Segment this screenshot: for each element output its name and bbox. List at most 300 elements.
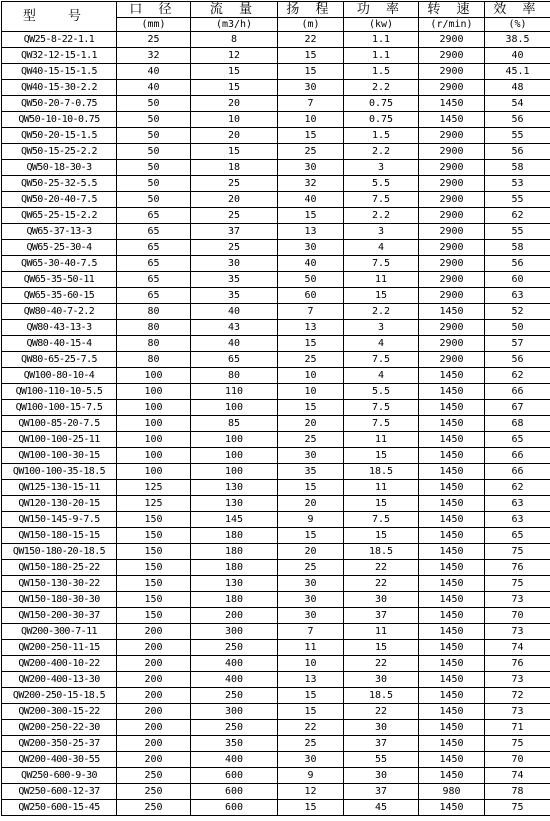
head-cell: 22 (278, 32, 344, 48)
model-cell: QW50-10-10-0.75 (2, 112, 117, 128)
model-cell: QW150-180-15-15 (2, 528, 117, 544)
power-cell: 2.2 (344, 80, 419, 96)
efficiency-cell: 66 (485, 384, 550, 400)
flow-cell: 100 (191, 400, 278, 416)
table-row (2, 320, 550, 336)
diameter-cell: 40 (117, 64, 191, 80)
flow-cell: 25 (191, 176, 278, 192)
power-cell: 3 (344, 320, 419, 336)
diameter-cell: 100 (117, 432, 191, 448)
table-row (2, 496, 550, 512)
table-row (2, 720, 550, 736)
model-cell: QW100-100-15-7.5 (2, 400, 117, 416)
model-cell: QW65-35-60-15 (2, 288, 117, 304)
efficiency-cell: 66 (485, 464, 550, 480)
diameter-cell: 50 (117, 160, 191, 176)
table-row (2, 640, 550, 656)
power-cell: 30 (344, 768, 419, 784)
speed-cell: 1450 (419, 464, 485, 480)
flow-cell: 180 (191, 544, 278, 560)
speed-cell: 1450 (419, 480, 485, 496)
flow-cell: 130 (191, 576, 278, 592)
efficiency-unit: (%) (485, 18, 550, 32)
power-cell: 11 (344, 432, 419, 448)
speed-cell: 1450 (419, 592, 485, 608)
model-cell: QW250-600-15-45 (2, 800, 117, 816)
diameter-cell: 200 (117, 720, 191, 736)
efficiency-cell: 66 (485, 448, 550, 464)
power-cell: 11 (344, 480, 419, 496)
head-cell: 7 (278, 304, 344, 320)
efficiency-cell: 63 (485, 512, 550, 528)
table-row (2, 64, 550, 80)
efficiency-cell: 52 (485, 304, 550, 320)
table-row (2, 448, 550, 464)
table-row (2, 752, 550, 768)
flow-cell: 18 (191, 160, 278, 176)
flow-cell: 180 (191, 560, 278, 576)
table-row (2, 432, 550, 448)
diameter-cell: 100 (117, 368, 191, 384)
head-cell: 30 (278, 160, 344, 176)
efficiency-cell: 73 (485, 592, 550, 608)
model-cell: QW150-130-30-22 (2, 576, 117, 592)
head-cell: 15 (278, 208, 344, 224)
head-cell: 60 (278, 288, 344, 304)
flow-cell: 100 (191, 464, 278, 480)
head-cell: 25 (278, 144, 344, 160)
speed-cell: 1450 (419, 400, 485, 416)
efficiency-header: 效 率 (485, 2, 550, 18)
flow-header: 流 量 (191, 2, 278, 18)
power-cell: 7.5 (344, 192, 419, 208)
flow-cell: 250 (191, 688, 278, 704)
efficiency-cell: 75 (485, 576, 550, 592)
model-cell: QW200-400-10-22 (2, 656, 117, 672)
power-cell: 15 (344, 496, 419, 512)
flow-cell: 30 (191, 256, 278, 272)
speed-cell: 1450 (419, 640, 485, 656)
efficiency-cell: 70 (485, 752, 550, 768)
diameter-cell: 50 (117, 128, 191, 144)
speed-cell: 1450 (419, 512, 485, 528)
table-row (2, 112, 550, 128)
table-row (2, 368, 550, 384)
diameter-cell: 150 (117, 544, 191, 560)
speed-cell: 1450 (419, 736, 485, 752)
flow-cell: 100 (191, 432, 278, 448)
power-cell: 7.5 (344, 256, 419, 272)
efficiency-cell: 73 (485, 672, 550, 688)
model-cell: QW50-20-7-0.75 (2, 96, 117, 112)
flow-cell: 37 (191, 224, 278, 240)
power-cell: 22 (344, 560, 419, 576)
diameter-cell: 80 (117, 336, 191, 352)
power-cell: 3 (344, 224, 419, 240)
diameter-cell: 50 (117, 176, 191, 192)
head-cell: 22 (278, 720, 344, 736)
speed-cell: 2900 (419, 128, 485, 144)
efficiency-cell: 57 (485, 336, 550, 352)
efficiency-cell: 75 (485, 544, 550, 560)
power-cell: 0.75 (344, 96, 419, 112)
power-cell: 3 (344, 160, 419, 176)
model-cell: QW40-15-30-2.2 (2, 80, 117, 96)
speed-cell: 1450 (419, 688, 485, 704)
power-cell: 2.2 (344, 304, 419, 320)
head-cell: 15 (278, 400, 344, 416)
power-cell: 22 (344, 576, 419, 592)
diameter-cell: 200 (117, 736, 191, 752)
table-row (2, 800, 550, 816)
model-cell: QW80-40-15-4 (2, 336, 117, 352)
efficiency-cell: 56 (485, 256, 550, 272)
flow-cell: 35 (191, 288, 278, 304)
model-cell: QW100-100-35-18.5 (2, 464, 117, 480)
flow-cell: 43 (191, 320, 278, 336)
model-cell: QW32-12-15-1.1 (2, 48, 117, 64)
head-cell: 13 (278, 672, 344, 688)
flow-cell: 130 (191, 496, 278, 512)
flow-cell: 25 (191, 208, 278, 224)
table-row (2, 176, 550, 192)
efficiency-cell: 76 (485, 560, 550, 576)
flow-cell: 110 (191, 384, 278, 400)
speed-cell: 2900 (419, 144, 485, 160)
diameter-cell: 200 (117, 672, 191, 688)
efficiency-cell: 65 (485, 528, 550, 544)
power-cell: 37 (344, 784, 419, 800)
flow-cell: 15 (191, 144, 278, 160)
power-cell: 7.5 (344, 416, 419, 432)
diameter-cell: 65 (117, 224, 191, 240)
diameter-cell: 200 (117, 704, 191, 720)
table-row (2, 336, 550, 352)
head-cell: 30 (278, 608, 344, 624)
diameter-cell: 125 (117, 496, 191, 512)
power-cell: 7.5 (344, 352, 419, 368)
head-cell: 25 (278, 352, 344, 368)
flow-cell: 10 (191, 112, 278, 128)
efficiency-cell: 74 (485, 640, 550, 656)
head-cell: 15 (278, 688, 344, 704)
speed-cell: 1450 (419, 752, 485, 768)
power-cell: 15 (344, 528, 419, 544)
efficiency-cell: 40 (485, 48, 550, 64)
speed-cell: 1450 (419, 624, 485, 640)
table-row (2, 160, 550, 176)
head-cell: 30 (278, 240, 344, 256)
power-cell: 11 (344, 272, 419, 288)
diameter-cell: 200 (117, 688, 191, 704)
diameter-unit: (mm) (117, 18, 191, 32)
table-row (2, 48, 550, 64)
power-unit: (kw) (344, 18, 419, 32)
speed-cell: 1450 (419, 768, 485, 784)
speed-cell: 2900 (419, 224, 485, 240)
speed-cell: 1450 (419, 496, 485, 512)
efficiency-cell: 73 (485, 704, 550, 720)
table-row (2, 688, 550, 704)
efficiency-cell: 72 (485, 688, 550, 704)
speed-cell: 2900 (419, 160, 485, 176)
flow-cell: 600 (191, 784, 278, 800)
speed-cell: 1450 (419, 704, 485, 720)
model-cell: QW100-100-30-15 (2, 448, 117, 464)
head-cell: 40 (278, 192, 344, 208)
head-cell: 15 (278, 128, 344, 144)
diameter-cell: 80 (117, 352, 191, 368)
head-cell: 10 (278, 656, 344, 672)
speed-cell: 1450 (419, 96, 485, 112)
model-cell: QW250-600-12-37 (2, 784, 117, 800)
diameter-cell: 80 (117, 320, 191, 336)
efficiency-cell: 56 (485, 112, 550, 128)
model-cell: QW80-65-25-7.5 (2, 352, 117, 368)
efficiency-cell: 75 (485, 736, 550, 752)
flow-cell: 145 (191, 512, 278, 528)
flow-cell: 400 (191, 672, 278, 688)
table-row (2, 560, 550, 576)
power-cell: 2.2 (344, 208, 419, 224)
diameter-cell: 65 (117, 272, 191, 288)
model-cell: QW50-20-15-1.5 (2, 128, 117, 144)
efficiency-cell: 45.1 (485, 64, 550, 80)
power-cell: 37 (344, 736, 419, 752)
efficiency-cell: 54 (485, 96, 550, 112)
diameter-cell: 65 (117, 240, 191, 256)
efficiency-cell: 75 (485, 800, 550, 816)
flow-cell: 20 (191, 96, 278, 112)
model-cell: QW100-80-10-4 (2, 368, 117, 384)
efficiency-cell: 62 (485, 480, 550, 496)
speed-cell: 2900 (419, 192, 485, 208)
efficiency-cell: 48 (485, 80, 550, 96)
diameter-cell: 40 (117, 80, 191, 96)
head-cell: 35 (278, 464, 344, 480)
model-cell: QW200-400-30-55 (2, 752, 117, 768)
head-cell: 30 (278, 80, 344, 96)
head-unit: (m) (278, 18, 344, 32)
flow-cell: 12 (191, 48, 278, 64)
head-cell: 7 (278, 96, 344, 112)
flow-cell: 130 (191, 480, 278, 496)
flow-unit: (m3/h) (191, 18, 278, 32)
table-row (2, 80, 550, 96)
power-cell: 55 (344, 752, 419, 768)
diameter-cell: 250 (117, 800, 191, 816)
table-row (2, 144, 550, 160)
table-row (2, 576, 550, 592)
speed-cell: 2900 (419, 288, 485, 304)
table-row (2, 224, 550, 240)
head-cell: 20 (278, 496, 344, 512)
model-cell: QW65-37-13-3 (2, 224, 117, 240)
diameter-cell: 200 (117, 624, 191, 640)
diameter-header: 口 径 (117, 2, 191, 18)
head-cell: 30 (278, 576, 344, 592)
efficiency-cell: 38.5 (485, 32, 550, 48)
head-cell: 9 (278, 768, 344, 784)
diameter-cell: 150 (117, 592, 191, 608)
flow-cell: 35 (191, 272, 278, 288)
model-cell: QW65-30-40-7.5 (2, 256, 117, 272)
efficiency-cell: 60 (485, 272, 550, 288)
model-cell: QW200-400-13-30 (2, 672, 117, 688)
power-cell: 30 (344, 592, 419, 608)
diameter-cell: 150 (117, 608, 191, 624)
flow-cell: 25 (191, 240, 278, 256)
table-row (2, 464, 550, 480)
head-cell: 13 (278, 224, 344, 240)
efficiency-cell: 62 (485, 208, 550, 224)
efficiency-cell: 68 (485, 416, 550, 432)
head-cell: 11 (278, 640, 344, 656)
power-cell: 4 (344, 368, 419, 384)
table-row (2, 384, 550, 400)
power-cell: 5.5 (344, 384, 419, 400)
efficiency-cell: 65 (485, 432, 550, 448)
efficiency-cell: 58 (485, 160, 550, 176)
model-cell: QW120-130-20-15 (2, 496, 117, 512)
diameter-cell: 200 (117, 640, 191, 656)
speed-cell: 2900 (419, 336, 485, 352)
efficiency-cell: 67 (485, 400, 550, 416)
model-cell: QW200-300-7-11 (2, 624, 117, 640)
diameter-cell: 32 (117, 48, 191, 64)
table-row (2, 512, 550, 528)
speed-unit: (r/min) (419, 18, 485, 32)
model-cell: QW200-250-15-18.5 (2, 688, 117, 704)
diameter-cell: 50 (117, 112, 191, 128)
flow-cell: 15 (191, 64, 278, 80)
efficiency-cell: 55 (485, 128, 550, 144)
model-cell: QW200-250-22-30 (2, 720, 117, 736)
table-row (2, 704, 550, 720)
table-row (2, 32, 550, 48)
head-cell: 25 (278, 736, 344, 752)
speed-cell: 1450 (419, 448, 485, 464)
diameter-cell: 100 (117, 448, 191, 464)
head-cell: 20 (278, 416, 344, 432)
power-cell: 5.5 (344, 176, 419, 192)
speed-cell: 1450 (419, 384, 485, 400)
model-cell: QW80-43-13-3 (2, 320, 117, 336)
flow-cell: 85 (191, 416, 278, 432)
speed-cell: 1450 (419, 608, 485, 624)
model-cell: QW150-180-20-18.5 (2, 544, 117, 560)
diameter-cell: 150 (117, 528, 191, 544)
speed-cell: 1450 (419, 560, 485, 576)
flow-cell: 180 (191, 528, 278, 544)
model-cell: QW100-100-25-11 (2, 432, 117, 448)
diameter-cell: 80 (117, 304, 191, 320)
model-cell: QW80-40-7-2.2 (2, 304, 117, 320)
speed-cell: 1450 (419, 576, 485, 592)
table-row (2, 528, 550, 544)
table-row (2, 304, 550, 320)
efficiency-cell: 74 (485, 768, 550, 784)
model-cell: QW125-130-15-11 (2, 480, 117, 496)
speed-cell: 1450 (419, 544, 485, 560)
model-cell: QW50-18-30-3 (2, 160, 117, 176)
table-row (2, 128, 550, 144)
table-row (2, 672, 550, 688)
table-row (2, 192, 550, 208)
head-cell: 32 (278, 176, 344, 192)
flow-cell: 40 (191, 304, 278, 320)
table-row (2, 400, 550, 416)
power-cell: 1.5 (344, 64, 419, 80)
efficiency-cell: 50 (485, 320, 550, 336)
power-cell: 0.75 (344, 112, 419, 128)
power-cell: 7.5 (344, 512, 419, 528)
head-cell: 20 (278, 544, 344, 560)
head-cell: 15 (278, 480, 344, 496)
model-cell: QW65-25-15-2.2 (2, 208, 117, 224)
efficiency-cell: 56 (485, 144, 550, 160)
diameter-cell: 150 (117, 512, 191, 528)
power-cell: 1.1 (344, 32, 419, 48)
power-cell: 22 (344, 656, 419, 672)
power-cell: 30 (344, 720, 419, 736)
efficiency-cell: 73 (485, 624, 550, 640)
power-header: 功 率 (344, 2, 419, 18)
power-cell: 18.5 (344, 544, 419, 560)
model-cell: QW50-25-32-5.5 (2, 176, 117, 192)
power-cell: 11 (344, 624, 419, 640)
model-cell: QW65-25-30-4 (2, 240, 117, 256)
flow-cell: 180 (191, 592, 278, 608)
speed-cell: 980 (419, 784, 485, 800)
head-cell: 9 (278, 512, 344, 528)
head-cell: 15 (278, 800, 344, 816)
speed-header: 转 速 (419, 2, 485, 18)
efficiency-cell: 55 (485, 224, 550, 240)
speed-cell: 1450 (419, 304, 485, 320)
model-cell: QW200-250-11-15 (2, 640, 117, 656)
flow-cell: 400 (191, 656, 278, 672)
speed-cell: 2900 (419, 64, 485, 80)
diameter-cell: 50 (117, 144, 191, 160)
model-cell: QW50-20-40-7.5 (2, 192, 117, 208)
table-row (2, 544, 550, 560)
table-row (2, 96, 550, 112)
flow-cell: 20 (191, 192, 278, 208)
model-cell: QW100-85-20-7.5 (2, 416, 117, 432)
head-cell: 30 (278, 752, 344, 768)
power-cell: 22 (344, 704, 419, 720)
header-label-row (2, 2, 550, 18)
table-row (2, 592, 550, 608)
efficiency-cell: 56 (485, 352, 550, 368)
table-row (2, 256, 550, 272)
diameter-cell: 200 (117, 752, 191, 768)
flow-cell: 80 (191, 368, 278, 384)
model-cell: QW40-15-15-1.5 (2, 64, 117, 80)
diameter-cell: 150 (117, 560, 191, 576)
flow-cell: 65 (191, 352, 278, 368)
efficiency-cell: 71 (485, 720, 550, 736)
model-cell: QW200-300-15-22 (2, 704, 117, 720)
speed-cell: 1450 (419, 528, 485, 544)
table-header (2, 2, 550, 32)
power-cell: 1.1 (344, 48, 419, 64)
head-cell: 13 (278, 320, 344, 336)
table-row (2, 656, 550, 672)
flow-cell: 350 (191, 736, 278, 752)
head-cell: 30 (278, 448, 344, 464)
